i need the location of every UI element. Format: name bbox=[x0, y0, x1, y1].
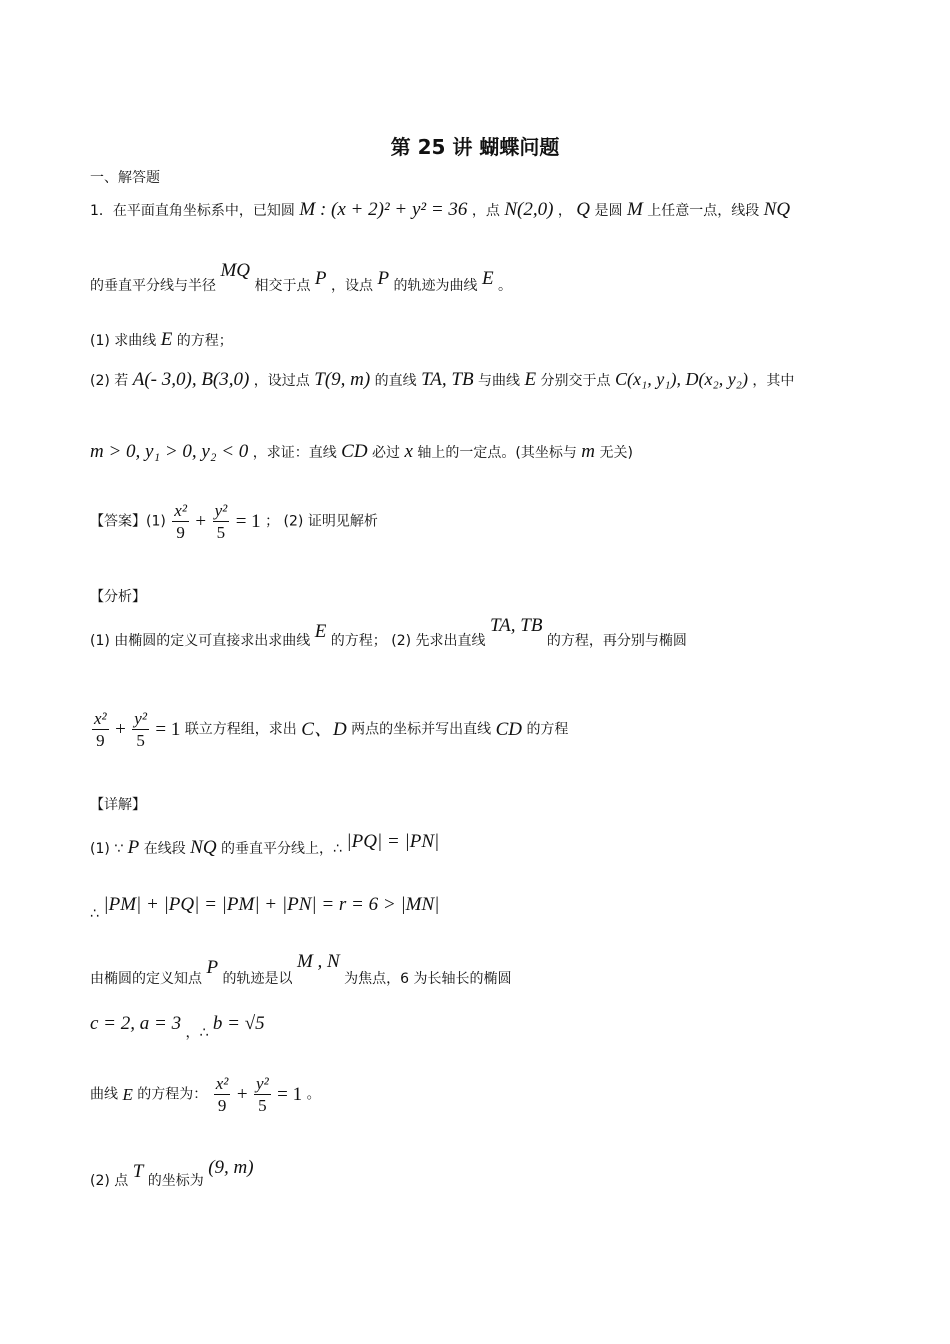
page-title: 第 25 讲 蝴蝶问题 bbox=[390, 135, 560, 159]
detail-step-3: 由椭圆的定义知点 P 的轨迹是以 M , N 为焦点，6 为长轴长的椭圆 bbox=[90, 951, 512, 987]
fraction: $\frac{\text{x²}}{9}$ bbox=[215, 1074, 229, 1115]
fraction: $\frac{\text{y²}}{5}$ bbox=[256, 1074, 269, 1115]
fraction: $\frac{\text{y²}}{5}$ bbox=[214, 501, 228, 542]
detail-step-1: (1) ∵ P 在线段 NQ 的垂直平分线上，∴ |PQ| = |PN| bbox=[90, 831, 440, 858]
part-2-line-1: (2) 若 A(- 3,0), B(3,0) ，设过点 T(9, m) 的直线 TA, TB 与曲线 E 分别交于点 C(x₁, y₁), D(x₂, y₂) ，其中 bbox=[90, 369, 795, 390]
detail-step-5: 曲线 E 的方程为： $\frac{\text{x²}}{9}$ + $\frac{\text{y²}}{5}$ = 1 。 bbox=[90, 1074, 321, 1115]
section-heading: 一、解答题 bbox=[90, 170, 160, 186]
answer-line: 【答案】(1) $\frac{\text{x²}}{9}$ + $\frac{\text{y²}}{5}$ = 1 ； (2) 证明见解析 bbox=[90, 501, 378, 542]
circle-equation: M : (x + 2)² + y² = 36 bbox=[299, 199, 468, 220]
detail-step-4: c = 2, a = 3 ，∴ b = √5 bbox=[90, 1013, 265, 1041]
question-line-1: 1．在平面直角坐标系中，已知圆 M : (x + 2)² + y² = 36 ，点 N(2,0) ， Q 是圆 M 上任意一点，线段 NQ bbox=[90, 199, 791, 220]
fraction: $\frac{\text{x²}}{9}$ bbox=[174, 501, 187, 542]
part-1: (1) 求曲线 E 的方程； bbox=[90, 329, 233, 350]
detail-step-2: ∴ |PM| + |PQ| = |PM| + |PN| = r = 6 > |MN| bbox=[90, 894, 440, 922]
analysis-line-2: $\frac{\text{x²}}{9}$ + $\frac{\text{y²}}{5}$ = 1 联立方程组，求出 C、D 两点的坐标并写出直线 CD 的方程 bbox=[94, 709, 569, 750]
analysis-heading: 【分析】 bbox=[90, 589, 146, 605]
question-line-2: 的垂直平分线与半径 MQ 相交于点 P ，设点 P 的轨迹为曲线 E 。 bbox=[90, 260, 513, 294]
analysis-line-1: (1) 由椭圆的定义可直接求出求曲线 E 的方程； (2) 先求出直线 TA, TB 的方程，再分别与椭圆 bbox=[90, 615, 687, 649]
fraction: $\frac{\text{x²}}{9}$ bbox=[94, 709, 107, 750]
part-2-line-2: m > 0, y₁ > 0, y₂ < 0 ，求证：直线 CD 必过 x 轴上的一定点。(其坐标与 m 无关) bbox=[90, 441, 633, 462]
fraction: $\frac{\text{y²}}{5}$ bbox=[134, 709, 147, 750]
detail-heading: 【详解】 bbox=[90, 797, 146, 813]
point-n: N(2,0) bbox=[504, 199, 554, 220]
detail-step-6: (2) 点 T 的坐标为 (9, m) bbox=[90, 1157, 254, 1189]
